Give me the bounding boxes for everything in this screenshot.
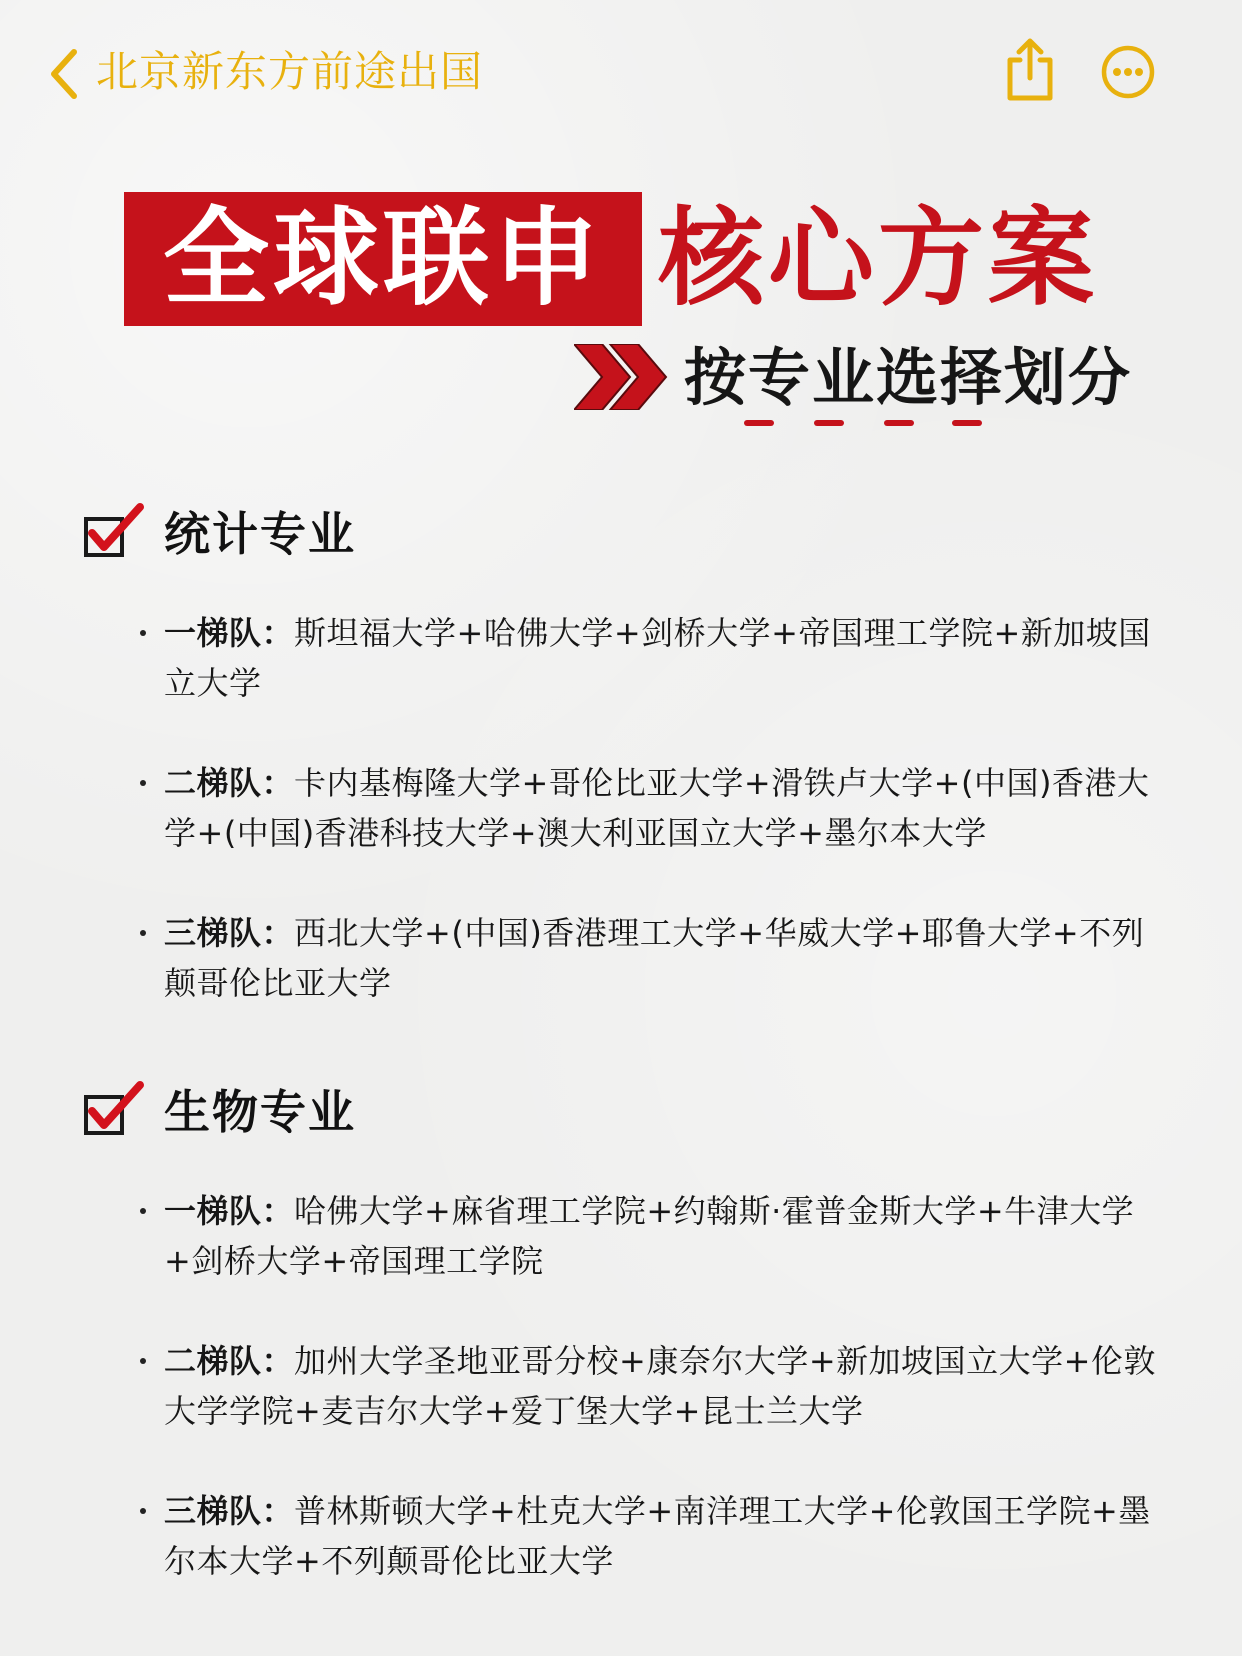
bullet-dot: [140, 1208, 146, 1214]
hero-title-part2: 核心方案: [658, 197, 1098, 320]
bullet-dot: [140, 930, 146, 936]
hero-title-highlight: [124, 192, 642, 326]
tier-item: [140, 758, 1170, 858]
checkbox-checked-icon: [82, 1079, 146, 1139]
section-header-statistics: [82, 496, 356, 566]
bullet-dot: [140, 1358, 146, 1364]
tier-label: 三梯队：: [164, 914, 295, 952]
bullet-dot: [140, 1508, 146, 1514]
hero-title-part1: 全球联申: [163, 197, 603, 320]
checkbox-checked-icon: [82, 501, 146, 561]
tier-content: 哈佛大学+麻省理工学院+约翰斯·霍普金斯大学+牛津大学+剑桥大学+帝国理工学院: [164, 1192, 1135, 1280]
subtitle: 按专业选择划分: [684, 341, 1133, 414]
tier-item: [140, 1186, 1170, 1286]
tier-label: 二梯队：: [164, 764, 295, 802]
tier-content: 斯坦福大学+哈佛大学+剑桥大学+帝国理工学院+新加坡国立大学: [164, 614, 1151, 702]
tier-label: 一梯队：: [164, 1192, 295, 1230]
tier-label: 三梯队：: [164, 1492, 295, 1530]
nav-bar: [0, 0, 1242, 140]
tier-label: 二梯队：: [164, 1342, 295, 1380]
bullet-dot: [140, 630, 146, 636]
share-icon[interactable]: [1002, 36, 1058, 104]
tier-label: 一梯队：: [164, 614, 295, 652]
more-dots-icon[interactable]: [1100, 44, 1156, 100]
account-name[interactable]: 北京新东方前途出国: [96, 47, 484, 96]
section-title: 生物专业: [164, 1085, 356, 1139]
tier-content: 卡内基梅隆大学+哥伦比亚大学+滑铁卢大学+(中国)香港大学+(中国)香港科技大学+澳大利亚国立大学+墨尔本大学: [164, 764, 1150, 852]
section-title: 统计专业: [164, 507, 356, 561]
tier-content: 普林斯顿大学+杜克大学+南洋理工大学+伦敦国王学院+墨尔本大学+不列颠哥伦比亚大学: [164, 1492, 1151, 1580]
double-chevron-icon: [574, 344, 672, 410]
tier-item: [140, 908, 1170, 1008]
chevron-left-icon[interactable]: [44, 44, 84, 104]
tier-item: [140, 608, 1170, 708]
section-header-biology: [82, 1074, 356, 1144]
tier-content: 加州大学圣地亚哥分校+康奈尔大学+新加坡国立大学+伦敦大学学院+麦吉尔大学+爱丁堡大学+昆士兰大学: [164, 1342, 1156, 1430]
bullet-dot: [140, 780, 146, 786]
subtitle-block: [684, 338, 1132, 428]
tier-item: [140, 1336, 1170, 1436]
underline-dashes: [744, 418, 1044, 428]
tier-item: [140, 1486, 1170, 1586]
tier-content: 西北大学+(中国)香港理工大学+华威大学+耶鲁大学+不列颠哥伦比亚大学: [164, 914, 1145, 1002]
